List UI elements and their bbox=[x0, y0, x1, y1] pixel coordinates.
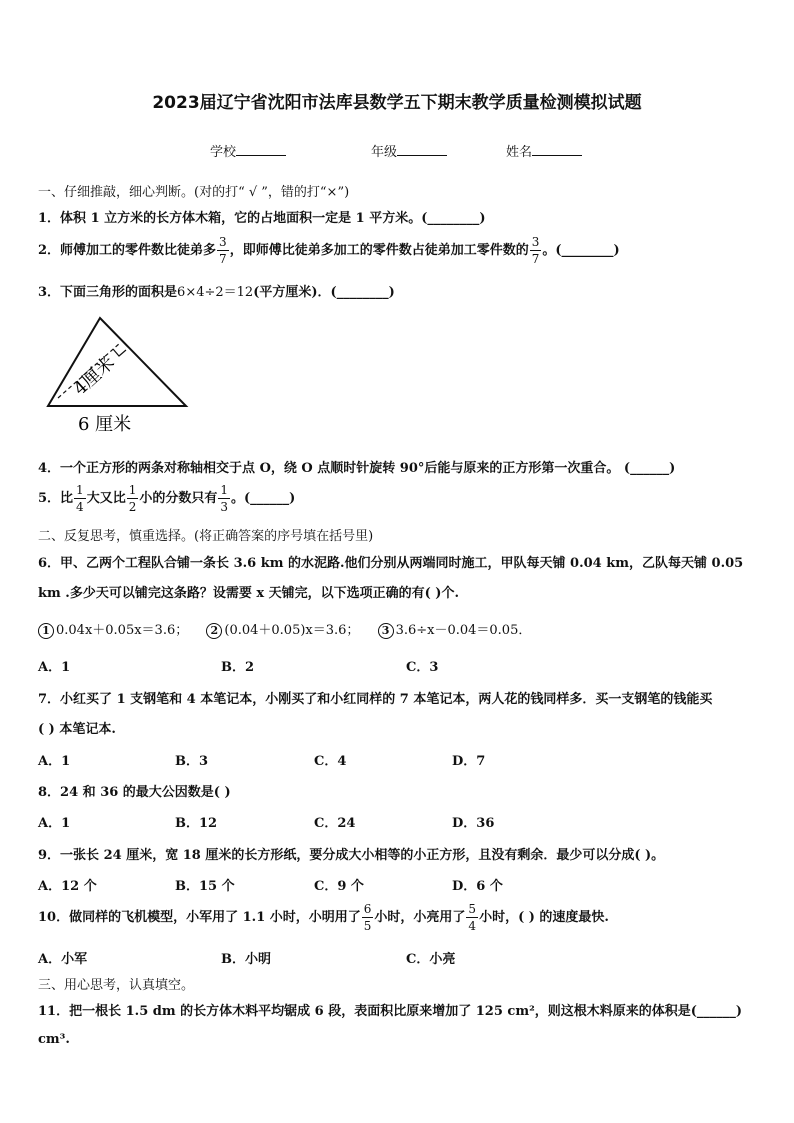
q10-text-b: 小时，小亮用了 bbox=[374, 910, 466, 925]
option-2-expression: (0.04＋0.05)x＝3.6； bbox=[224, 623, 360, 638]
q2-text-a: 2．师傅加工的零件数比徒弟多 bbox=[38, 243, 217, 258]
q6-choice-c[interactable]: C．3 bbox=[406, 660, 439, 675]
q10-fraction-2: $\frac{5}{4}$ bbox=[468, 902, 477, 933]
section-2-heading: 二、反复思考，慎重选择。(将正确答案的序号填在括号里) bbox=[38, 529, 374, 544]
q10-text-c: 小时，( ) 的速度最快. bbox=[479, 910, 609, 925]
q2-text-b: ，即师傅比徒弟多加工的零件数占徒弟加工零件数的 bbox=[229, 243, 529, 258]
question-10 bbox=[38, 903, 609, 932]
q3-text-b: (平方厘米)．(________) bbox=[253, 285, 395, 300]
q7-choice-c[interactable]: C．4 bbox=[314, 754, 347, 769]
q2-fraction-2: $\frac{3}{7}$ bbox=[531, 235, 540, 266]
q7-choice-b[interactable]: B．3 bbox=[175, 754, 209, 769]
q3-text-a: 3．下面三角形的面积是 bbox=[38, 285, 178, 300]
right-angle-mark bbox=[113, 349, 126, 356]
name-field[interactable] bbox=[506, 141, 582, 160]
q6-choice-a[interactable]: A．1 bbox=[38, 660, 71, 675]
school-label: 学校 bbox=[210, 145, 237, 160]
q3-expression: 6×4÷2＝12 bbox=[177, 285, 254, 300]
q10-fraction-1: $\frac{6}{5}$ bbox=[363, 902, 372, 933]
q5-text-d: 。(______) bbox=[231, 491, 296, 506]
q5-fraction-2: $\frac{1}{2}$ bbox=[128, 483, 137, 514]
section-3-heading: 三、用心思考，认真填空。 bbox=[38, 978, 195, 993]
question-3 bbox=[38, 281, 395, 300]
question-5 bbox=[38, 484, 295, 513]
option-3-expression: 3.6÷x－0.04＝0.05． bbox=[395, 623, 532, 638]
question-6-options bbox=[38, 619, 531, 639]
grade-field[interactable] bbox=[371, 141, 447, 160]
question-8: 8．24 和 36 的最大公因数是( ) bbox=[38, 785, 231, 800]
base-label: 6 厘米 bbox=[78, 414, 132, 435]
q5-fraction-3: $\frac{1}{3}$ bbox=[220, 483, 228, 514]
q7-choice-a[interactable]: A．1 bbox=[38, 754, 71, 769]
q9-choice-d[interactable]: D．6 个 bbox=[452, 879, 503, 894]
q2-text-c: 。(________) bbox=[542, 243, 620, 258]
q2-fraction-1: $\frac{3}{7}$ bbox=[219, 235, 227, 266]
option-2-number: 2 bbox=[206, 623, 222, 639]
q9-choice-c[interactable]: C．9 个 bbox=[314, 879, 364, 894]
q8-choice-c[interactable]: C．24 bbox=[314, 816, 356, 831]
triangle-shape bbox=[48, 318, 186, 406]
option-3-number: 3 bbox=[378, 623, 394, 639]
section-1-heading: 一、仔细推敲，细心判断。(对的打“ √ ”，错的打“×”) bbox=[38, 185, 350, 200]
grade-label: 年级 bbox=[371, 145, 398, 160]
school-blank[interactable] bbox=[236, 143, 286, 156]
question-7-line-1: 7．小红买了 1 支钢笔和 4 本笔记本，小刚买了和小红同样的 7 本笔记本，两人花的钱同样多．买一支钢笔的钱能买 bbox=[38, 692, 713, 707]
question-9: 9．一张长 24 厘米，宽 18 厘米的长方形纸，要分成大小相等的小正方形，且没有剩余．最少可以分成( )。 bbox=[38, 848, 665, 863]
q9-choice-a[interactable]: A．12 个 bbox=[38, 879, 97, 894]
q5-fraction-1: $\frac{1}{4}$ bbox=[76, 483, 84, 514]
school-field[interactable] bbox=[210, 141, 286, 160]
page-title: 2023届辽宁省沈阳市法库县数学五下期末教学质量检测模拟试题 bbox=[152, 93, 642, 113]
q6-choice-b[interactable]: B．2 bbox=[221, 660, 255, 675]
question-6-line-2: km .多少天可以铺完这条路？设需要 x 天铺完，以下选项正确的有( )个. bbox=[38, 586, 459, 601]
question-7-line-2: ( ) 本笔记本. bbox=[38, 722, 116, 737]
question-11-line-2: cm³. bbox=[38, 1032, 70, 1047]
q10-choice-c[interactable]: C．小亮 bbox=[406, 952, 456, 967]
q8-choice-a[interactable]: A．1 bbox=[38, 816, 71, 831]
q5-text-a: 5．比 bbox=[38, 491, 74, 506]
name-blank[interactable] bbox=[532, 143, 582, 156]
q5-text-b: 大又比 bbox=[86, 491, 126, 506]
question-1: 1．体积 1 立方米的长方体木箱，它的占地面积一定是 1 平方米。(________) bbox=[38, 211, 486, 226]
height-label: 4厘米 bbox=[69, 352, 119, 400]
q5-text-c: 小的分数只有 bbox=[139, 491, 218, 506]
question-4: 4．一个正方形的两条对称轴相交于点 O，绕 O 点顺时针旋转 90°后能与原来的正方形第一次重合。 (______) bbox=[38, 461, 676, 476]
question-11-line-1: 11．把一根长 1.5 dm 的长方体木料平均锯成 6 段，表面积比原来增加了 125 cm²，则这根木料原来的体积是(______) bbox=[38, 1004, 743, 1019]
q7-choice-d[interactable]: D．7 bbox=[452, 754, 486, 769]
q10-text-a: 10．做同样的飞机模型，小军用了 1.1 小时，小明用了 bbox=[38, 910, 361, 925]
triangle-figure bbox=[40, 310, 200, 440]
name-label: 姓名 bbox=[506, 145, 533, 160]
option-1-expression: 0.04x＋0.05x＝3.6； bbox=[56, 623, 189, 638]
q9-choice-b[interactable]: B．15 个 bbox=[175, 879, 235, 894]
question-6-line-1: 6．甲、乙两个工程队合铺一条长 3.6 km 的水泥路.他们分别从两端同时施工，甲队每天铺 0.04 km，乙队每天铺 0.05 bbox=[38, 556, 744, 571]
option-1-number: 1 bbox=[38, 623, 54, 639]
q10-choice-b[interactable]: B．小明 bbox=[221, 952, 271, 967]
q8-choice-d[interactable]: D．36 bbox=[452, 816, 495, 831]
grade-blank[interactable] bbox=[397, 143, 447, 156]
question-2 bbox=[38, 236, 620, 265]
q8-choice-b[interactable]: B．12 bbox=[175, 816, 218, 831]
q10-choice-a[interactable]: A．小军 bbox=[38, 952, 88, 967]
